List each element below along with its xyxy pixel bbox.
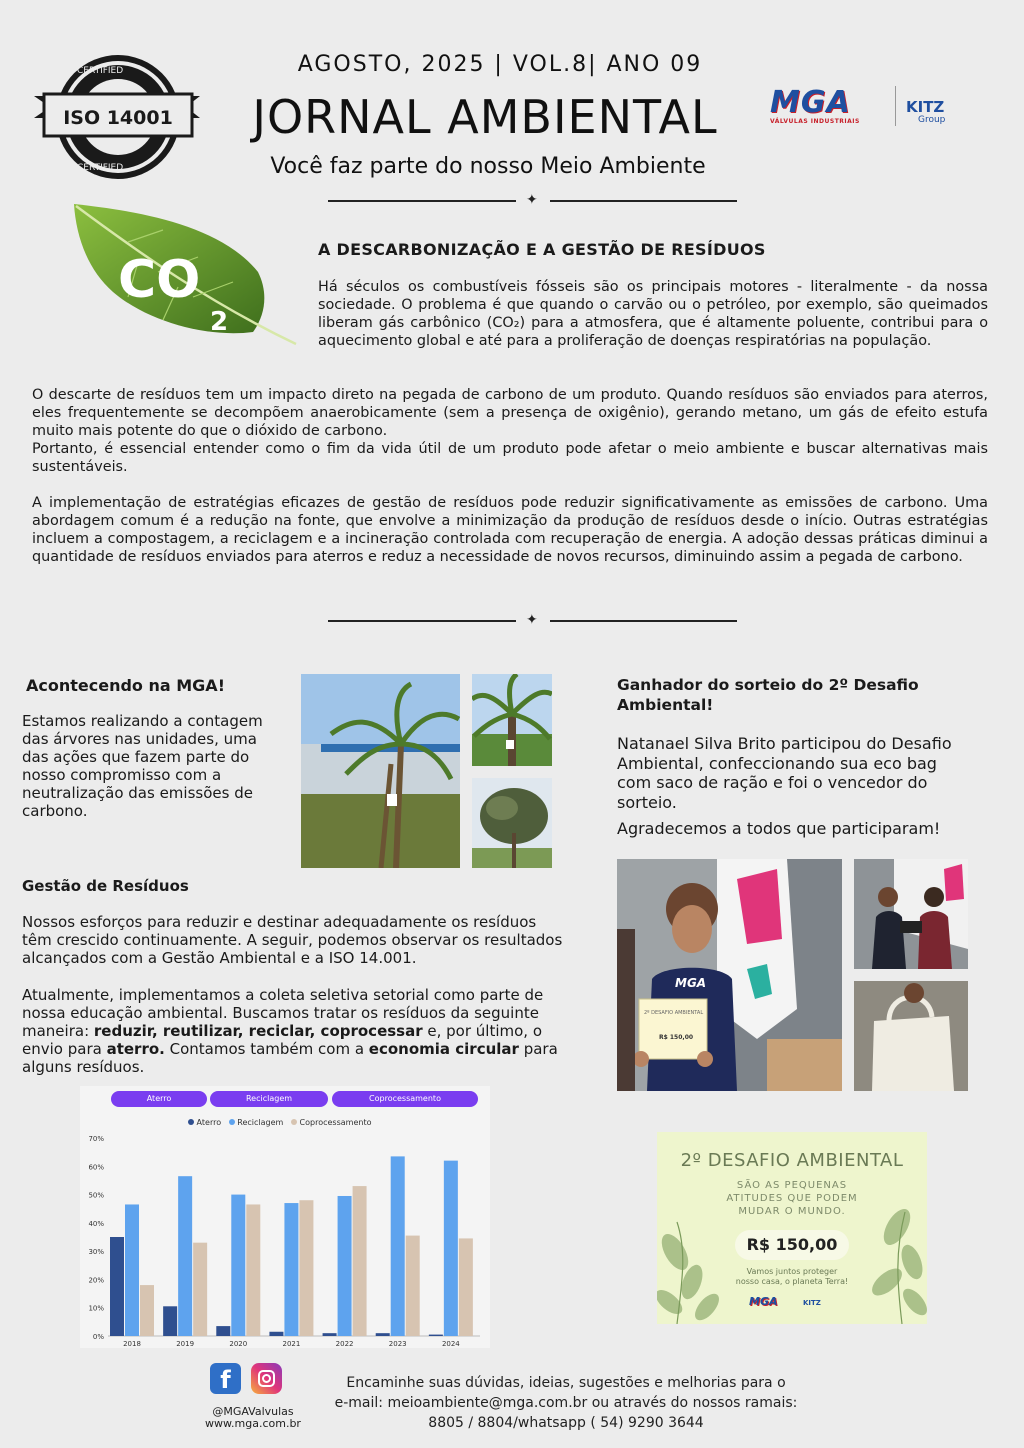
desafio-footer-2: nosso casa, o planeta Terra! xyxy=(735,1277,849,1286)
bar-reciclagem-2022 xyxy=(338,1196,352,1336)
gestao-p2-b: reduzir, reutilizar, reciclar, coprocessar xyxy=(93,1022,423,1040)
iso-ring-text-top: CERTIFIED xyxy=(77,66,124,76)
footer-contact-line-1: Encaminhe suas dúvidas, ideias, sugestões e melhorias para o xyxy=(346,1375,786,1391)
x-tick-label: 2019 xyxy=(176,1340,195,1348)
acontecendo-text: Estamos realizando a contagem das árvores nas unidades, uma das ações que fazem parte do nosso compromisso com a neutralização das emissões de carbono. xyxy=(22,712,263,820)
bar-coprocessamento-2020 xyxy=(246,1204,260,1336)
photo-prize-handover xyxy=(854,859,968,969)
divider-line-left xyxy=(328,200,516,202)
bar-aterro-2021 xyxy=(269,1332,283,1336)
desafio-prize: R$ 150,00 xyxy=(735,1230,849,1260)
chart-chip-aterro: Aterro xyxy=(111,1091,207,1107)
gestao-p2-d: aterro. xyxy=(106,1040,165,1058)
bar-reciclagem-2019 xyxy=(178,1176,192,1336)
page-subtitle: Você faz parte do nosso Meio Ambiente xyxy=(270,154,706,179)
article-title: A DESCARBONIZAÇÃO E A GESTÃO DE RESÍDUOS xyxy=(318,240,766,259)
gestao-p2-f: economia circular xyxy=(368,1040,519,1058)
chart-chip-coprocessamento: Coprocessamento xyxy=(332,1091,478,1107)
instagram-icon[interactable] xyxy=(251,1363,282,1394)
mga-logo-text: MGA xyxy=(770,85,851,120)
desafio-line-1: SÃO AS PEQUENAS xyxy=(736,1180,848,1191)
bar-aterro-2023 xyxy=(376,1333,390,1336)
bar-coprocessamento-2024 xyxy=(459,1238,473,1336)
y-tick-label: 0% xyxy=(92,1333,104,1341)
facebook-icon[interactable]: f xyxy=(210,1363,241,1394)
bar-coprocessamento-2018 xyxy=(140,1285,154,1336)
kitz-logo xyxy=(906,100,966,130)
iso-badge-label: ISO 14001 xyxy=(63,107,173,129)
photo-bush-tree xyxy=(472,778,552,868)
x-tick-label: 2018 xyxy=(123,1340,141,1348)
desafio-poster xyxy=(657,1132,927,1324)
y-tick-label: 10% xyxy=(88,1304,104,1313)
y-tick-label: 20% xyxy=(88,1276,104,1285)
gestao-paragraph-2 xyxy=(22,986,567,1076)
website-link[interactable]: www.mga.com.br xyxy=(205,1417,301,1430)
y-tick-label: 60% xyxy=(88,1163,104,1172)
x-tick-label: 2024 xyxy=(441,1340,460,1348)
x-tick-label: 2020 xyxy=(229,1340,248,1348)
bar-aterro-2019 xyxy=(163,1306,177,1336)
desafio-line-3: MUDAR O MUNDO. xyxy=(738,1206,846,1217)
bar-coprocessamento-2019 xyxy=(193,1243,207,1336)
page-title: JORNAL AMBIENTAL xyxy=(252,90,718,144)
mga-logo xyxy=(770,85,890,128)
logo-divider xyxy=(895,86,896,126)
y-tick-label: 40% xyxy=(88,1219,104,1228)
x-tick-label: 2022 xyxy=(335,1340,354,1348)
footer-contact-line-2: e-mail: meioambiente@mga.com.br ou através do nossos ramais: xyxy=(334,1395,798,1411)
bar-aterro-2022 xyxy=(323,1333,337,1336)
bar-reciclagem-2018 xyxy=(125,1204,139,1336)
y-tick-label: 70% xyxy=(88,1135,104,1143)
bar-coprocessamento-2022 xyxy=(353,1186,367,1336)
iso-ring-text-bottom: CERTIFIED xyxy=(77,163,124,173)
photo-winner xyxy=(617,859,842,1091)
desafio-footer-1: Vamos juntos proteger xyxy=(746,1267,838,1276)
divider-diamond-icon-2: ✦ xyxy=(526,612,538,628)
gestao-paragraph-1: Nossos esforços para reduzir e destinar adequadamente os resíduos têm crescido continuamente. A seguir, podemos observar os resultados alcançados com a Gestão Ambiental e a ISO 14.001. xyxy=(22,913,563,967)
gestao-title: Gestão de Resíduos xyxy=(22,877,189,895)
gestao-p2-a: Atualmente, implementamos a coleta seletiva setorial como parte de nossa educação ambiental. Buscamos tratar os resíduos da seguinte maneira: xyxy=(22,986,544,1040)
article-paragraph-4: A implementação de estratégias eficazes de gestão de resíduos pode reduzir significativamente as emissões de carbono. Uma abordagem comum é a redução na fonte, que envolve a minimização da produção de resíduos desde o início. Outras estratégias incluem a compostagem, a reciclagem e a incineração controlada com recuperação de energia. A adoção dessas práticas diminui a quantidade de resíduos enviados para aterros e reduz a necessidade de novos recursos, diminuindo assim a pegada de carbono. xyxy=(32,495,988,565)
photo-eco-bag xyxy=(854,981,968,1091)
gestao-p2-e: Contamos também com a xyxy=(164,1040,369,1058)
mga-logo-tagline: VÁLVULAS INDUSTRIAIS xyxy=(770,118,860,125)
x-tick-label: 2021 xyxy=(282,1340,301,1348)
bar-reciclagem-2020 xyxy=(231,1195,245,1336)
co2-leaf-image xyxy=(68,202,300,352)
divider-line-right xyxy=(550,200,737,202)
certificate-title: 2º DESAFIO AMBIENTAL xyxy=(644,1010,704,1016)
bar-coprocessamento-2021 xyxy=(299,1200,313,1336)
desafio-mga-logo: MGA xyxy=(749,1295,778,1308)
acontecendo-title: Acontecendo na MGA! xyxy=(26,676,225,695)
co2-leaf-text: CO xyxy=(118,250,201,310)
y-tick-label: 30% xyxy=(88,1248,104,1257)
instagram-icon-lens xyxy=(262,1374,271,1383)
footer-contact-line-3: 8805 / 8804/whatsapp ( 54) 9290 3644 xyxy=(428,1415,704,1431)
certificate-value: R$ 150,00 xyxy=(659,1034,694,1041)
bar-aterro-2024 xyxy=(429,1335,443,1336)
bar-reciclagem-2021 xyxy=(284,1203,298,1336)
legend-label-coprocessamento: Coprocessamento xyxy=(299,1118,372,1127)
gestao-p2-c: e, por último, o envio para xyxy=(22,1022,543,1058)
bar-reciclagem-2023 xyxy=(391,1156,405,1336)
y-tick-label: 50% xyxy=(88,1191,104,1200)
desafio-line-2: ATITUDES QUE PODEM xyxy=(726,1193,858,1204)
divider-line-left-2 xyxy=(328,620,516,622)
social-handle[interactable]: @MGAValvulas xyxy=(212,1405,294,1418)
legend-label-aterro: Aterro xyxy=(196,1118,222,1127)
waste-chart xyxy=(80,1086,490,1348)
bar-reciclagem-2024 xyxy=(444,1161,458,1336)
divider-line-right-2 xyxy=(550,620,737,622)
article-paragraph-1: Há séculos os combustíveis fósseis são os principais motores - literalmente - da nossa sociedade. O problema é que quando o carvão ou o petróleo, por exemplo, são queimados liberam gás carbônico (CO₂) para a atmosfera, que é altamente poluente, contribui para o aquecimento global e até para a proliferação de doenças respiratórias na população. xyxy=(318,279,988,349)
photo-palm-top xyxy=(472,674,552,766)
desafio-kitz-logo: KITZ xyxy=(803,1299,821,1307)
issue-date: AGOSTO, 2025 | VOL.8| ANO 09 xyxy=(297,52,703,77)
legend-label-reciclagem: Reciclagem xyxy=(237,1118,284,1127)
ganhador-paragraph-2: Agradecemos a todos que participaram! xyxy=(617,819,941,838)
article-paragraph-2: O descarte de resíduos tem um impacto direto na pegada de carbono de um produto. Quando resíduos são enviados para aterros, eles frequentemente se decompõem anaerobicamente (sem a presença de oxigênio), gerando metano, um gás de efeito estufa muito mais potente do que o dióxido de carbono. xyxy=(32,387,988,439)
bar-aterro-2020 xyxy=(216,1326,230,1336)
bar-coprocessamento-2023 xyxy=(406,1236,420,1336)
ganhador-title: Ganhador do sorteio do 2º Desafio Ambiental! xyxy=(617,676,919,714)
divider-diamond-icon: ✦ xyxy=(526,192,538,208)
shirt-logo: MGA xyxy=(675,976,707,990)
kitz-logo-text: KITZ xyxy=(906,98,945,116)
kitz-logo-tagline: Group xyxy=(918,115,946,125)
photo-palm-trees xyxy=(301,674,460,868)
chart-chip-reciclagem: Reciclagem xyxy=(210,1091,328,1107)
chart-plot xyxy=(80,1086,490,1348)
co2-leaf-subscript: 2 xyxy=(210,307,229,337)
x-tick-label: 2023 xyxy=(388,1340,407,1348)
article-paragraph-3: Portanto, é essencial entender como o fim da vida útil de um produto pode afetar o meio ambiente e buscar alternativas mais sustentáveis. xyxy=(32,441,988,475)
gestao-p2-g: para alguns resíduos. xyxy=(22,1040,558,1076)
desafio-title: 2º DESAFIO AMBIENTAL xyxy=(680,1150,904,1171)
bar-aterro-2018 xyxy=(110,1237,124,1336)
ganhador-paragraph-1: Natanael Silva Brito participou do Desafio Ambiental, confeccionando sua eco bag com saco de ração e foi o vencedor do sorteio. xyxy=(617,734,952,812)
